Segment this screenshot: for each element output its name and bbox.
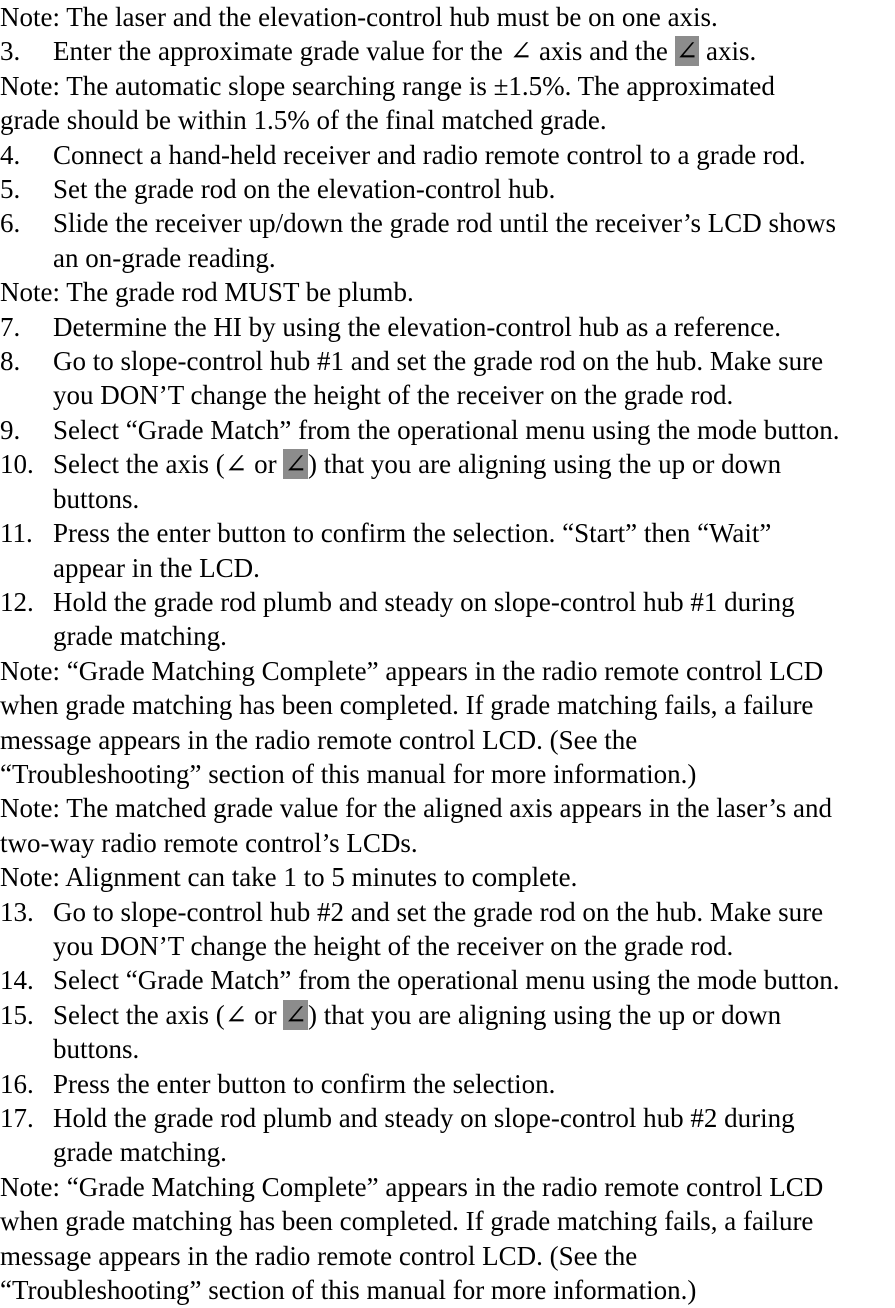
step-17 <box>0 1101 895 1170</box>
step-number: 15. <box>0 999 34 1030</box>
note-range-line-1: Note: The automatic slope searching range is ±1.5%. The approximated <box>0 70 775 101</box>
step-15 <box>0 998 895 1067</box>
note-range-line-2: grade should be within 1.5% of the final matched grade. <box>0 105 607 136</box>
step-text-line: buttons. <box>53 1034 140 1065</box>
step-text-line: Go to slope-control hub #2 and set the grade rod on the hub. Make sure <box>53 896 824 927</box>
step-text <box>53 447 895 516</box>
step-text-line <box>53 998 895 1032</box>
note-complete-line-1: Note: “Grade Matching Complete” appears in the radio remote control LCD <box>0 655 824 686</box>
step-number: 17. <box>0 1103 34 1133</box>
step-text-line <box>53 447 895 481</box>
note-matched-line-1: Note: The matched grade value for the aligned axis appears in the laser’s and <box>0 793 832 824</box>
step-text-line: appear in the LCD. <box>53 552 260 583</box>
step-text <box>53 206 895 275</box>
step-number: 8. <box>0 346 21 377</box>
step-text <box>53 344 895 413</box>
step-10 <box>0 447 895 516</box>
step-6 <box>0 206 895 275</box>
angle-symbol-highlighted-icon: ∠ <box>284 449 307 480</box>
note-complete-line-4: “Troubleshooting” section of this manual for more information.) <box>0 758 697 789</box>
step-text: Select “Grade Match” from the operational menu using the mode button. <box>53 965 840 996</box>
step-number: 5. <box>0 174 21 205</box>
step-text-part: Select the axis ( <box>53 999 225 1030</box>
angle-symbol-icon: ∠ <box>224 449 248 480</box>
step-text-part: axis and the <box>532 36 675 67</box>
step-5 <box>0 172 895 206</box>
step-number: 6. <box>0 208 21 239</box>
step-11 <box>0 516 895 585</box>
step-text <box>53 34 895 68</box>
step-9 <box>0 413 895 447</box>
step-number: 9. <box>0 414 21 445</box>
step-text: Connect a hand-held receiver and radio remote control to a grade rod. <box>53 139 806 170</box>
step-text-part: Enter the approximate grade value for the <box>53 36 510 67</box>
note-complete-2-line-1: Note: “Grade Matching Complete” appears in the radio remote control LCD <box>0 1171 824 1202</box>
step-text-part: or <box>247 999 284 1030</box>
step-text-line: Slide the receiver up/down the grade rod until the receiver’s LCD shows <box>53 208 837 239</box>
step-text-line: grade matching. <box>53 1137 227 1168</box>
step-text-line: Go to slope-control hub #1 and set the grade rod on the hub. Make sure <box>53 346 824 377</box>
step-8 <box>0 344 895 413</box>
step-number: 13. <box>0 896 34 927</box>
step-text-part: Select the axis ( <box>53 449 225 480</box>
angle-symbol-icon: ∠ <box>509 36 533 67</box>
angle-symbol-highlighted-icon: ∠ <box>675 36 699 67</box>
step-16 <box>0 1067 895 1101</box>
step-number: 14. <box>0 965 34 996</box>
step-text-part: axis. <box>699 36 757 67</box>
angle-symbol-icon: ∠ <box>224 999 248 1030</box>
step-text <box>53 585 895 654</box>
step-13 <box>0 895 895 964</box>
step-text: Select “Grade Match” from the operational menu using the mode button. <box>53 414 840 445</box>
step-text-line: grade matching. <box>53 621 227 652</box>
note-complete-line-3: message appears in the radio remote control LCD. (See the <box>0 724 638 755</box>
step-number: 4. <box>0 139 21 170</box>
step-number: 7. <box>0 311 21 342</box>
step-12 <box>0 585 895 654</box>
step-number: 11. <box>0 518 33 549</box>
step-text-line: an on-grade reading. <box>53 242 276 273</box>
step-text: Press the enter button to confirm the selection. <box>53 1068 556 1099</box>
step-text <box>53 1101 895 1170</box>
step-text-line: Hold the grade rod plumb and steady on slope-control hub #2 during <box>53 1103 795 1133</box>
step-text-part: ) that you are aligning using the up or down <box>307 999 782 1030</box>
note-axis: Note: The laser and the elevation-control hub must be on one axis. <box>0 2 718 32</box>
step-text-line: you DON’T change the height of the receiver on the grade rod. <box>53 930 734 961</box>
step-number: 16. <box>0 1068 34 1099</box>
angle-symbol-highlighted-icon: ∠ <box>284 999 307 1030</box>
note-complete-2-line-4: “Troubleshooting” section of this manual for more information.) <box>0 1275 697 1306</box>
step-text-line: buttons. <box>53 483 140 514</box>
note-alignment-time: Note: Alignment can take 1 to 5 minutes to complete. <box>0 862 578 893</box>
step-text-part: or <box>247 449 284 480</box>
step-text: Set the grade rod on the elevation-control hub. <box>53 174 556 205</box>
note-complete-2-line-2: when grade matching has been completed. If grade matching fails, a failure <box>0 1206 814 1237</box>
step-3 <box>0 34 895 68</box>
step-14 <box>0 963 895 997</box>
note-matched-line-2: two-way radio remote control’s LCDs. <box>0 827 418 858</box>
step-text <box>53 516 895 585</box>
step-text <box>53 895 895 964</box>
step-text: Determine the HI by using the elevation-control hub as a reference. <box>53 311 781 342</box>
note-complete-line-2: when grade matching has been completed. If grade matching fails, a failure <box>0 690 814 721</box>
step-number: 10. <box>0 449 34 480</box>
step-text-line: Press the enter button to confirm the selection. “Start” then “Wait” <box>53 518 772 549</box>
step-7 <box>0 310 895 344</box>
step-text-line: Hold the grade rod plumb and steady on slope-control hub #1 during <box>53 586 795 617</box>
note-plumb: Note: The grade rod MUST be plumb. <box>0 277 414 308</box>
note-complete-2-line-3: message appears in the radio remote control LCD. (See the <box>0 1240 638 1271</box>
step-text-part: ) that you are aligning using the up or down <box>307 449 782 480</box>
step-number: 12. <box>0 586 34 617</box>
step-4 <box>0 138 895 172</box>
step-number: 3. <box>0 36 21 67</box>
step-text-line: you DON’T change the height of the receiver on the grade rod. <box>53 380 734 411</box>
step-text <box>53 998 895 1067</box>
